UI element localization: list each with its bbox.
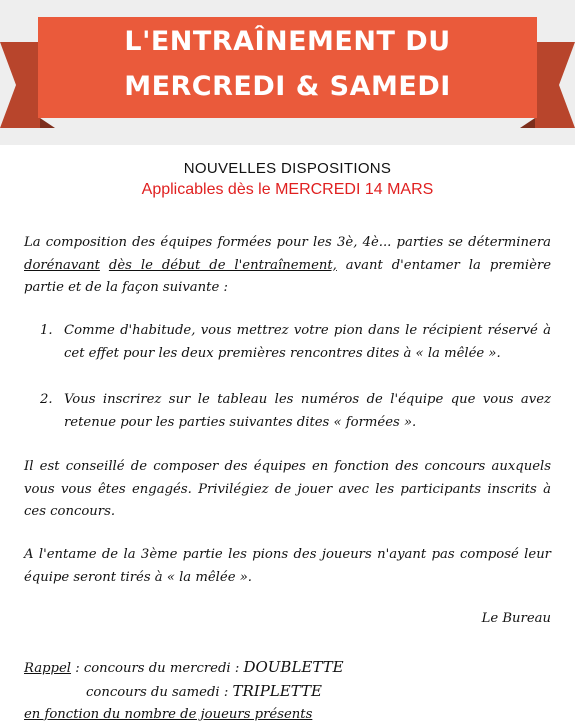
ribbon-left-tail [0,42,40,128]
signature: Le Bureau [481,611,551,626]
intro-text-3: avant d'entamer la première partie et de la façon suivante : [24,257,551,295]
third-game-paragraph: A l'entame de la 3ème partie les pions des joueurs n'ayant pas composé leur équipe seront tirés à « la mêlée ». [24,547,551,585]
banner-title-line2: MERCREDI & SAMEDI [124,71,451,102]
rappel-saturday-value: TRIPLETTE [232,682,322,700]
rappel-label: Rappel [24,661,72,676]
ribbon-right-tail [535,42,575,128]
notice-subtitle: Applicables dès le MERCREDI 14 MARS [141,181,434,198]
rappel-wednesday [24,656,551,680]
list-item-text: Comme d'habitude, vous mettrez votre pion dans le récipient réservé à cet effet pour les deux premières rencontres dites à « la mêlée ». [64,323,551,361]
list-item-text: Vous inscrirez sur le tableau les numéros de l'équipe que vous avez retenue pour les parties suivantes dites « formées ». [64,392,551,430]
intro-text-1: La composition des équipes formées pour les 3è, 4è... parties se déterminera [24,235,551,250]
intro-underlined-2: dès le début de l'entraînement, [108,257,337,273]
list-item-number: 1. [40,323,53,338]
ribbon-left-fold [40,118,55,128]
list-item-number: 2. [40,392,53,407]
intro-text-2 [100,258,109,273]
banner-title [60,23,515,107]
banner-title-line1: L'ENTRAÎNEMENT DU [124,26,451,57]
banner-area [0,0,575,145]
rappel-note: en fonction du nombre de joueurs présents [24,707,313,722]
ribbon-right-fold [520,118,535,128]
notice-title: NOUVELLES DISPOSITIONS [183,160,392,177]
rappel-block [24,656,551,726]
rappel-saturday-prefix: concours du samedi : [86,685,233,700]
intro-paragraph [24,232,551,300]
rappel-saturday [24,680,551,704]
rappel-wednesday-value: DOUBLETTE [243,658,344,676]
rappel-wednesday-prefix: : concours du mercredi : [71,661,244,676]
intro-underlined-1: dorénavant [24,257,100,273]
advice-paragraph: Il est conseillé de composer des équipes en fonction des concours auxquels vous vous êtes engagés. Privilégiez de jouer avec les participants inscrits à ces concours. [24,459,551,519]
